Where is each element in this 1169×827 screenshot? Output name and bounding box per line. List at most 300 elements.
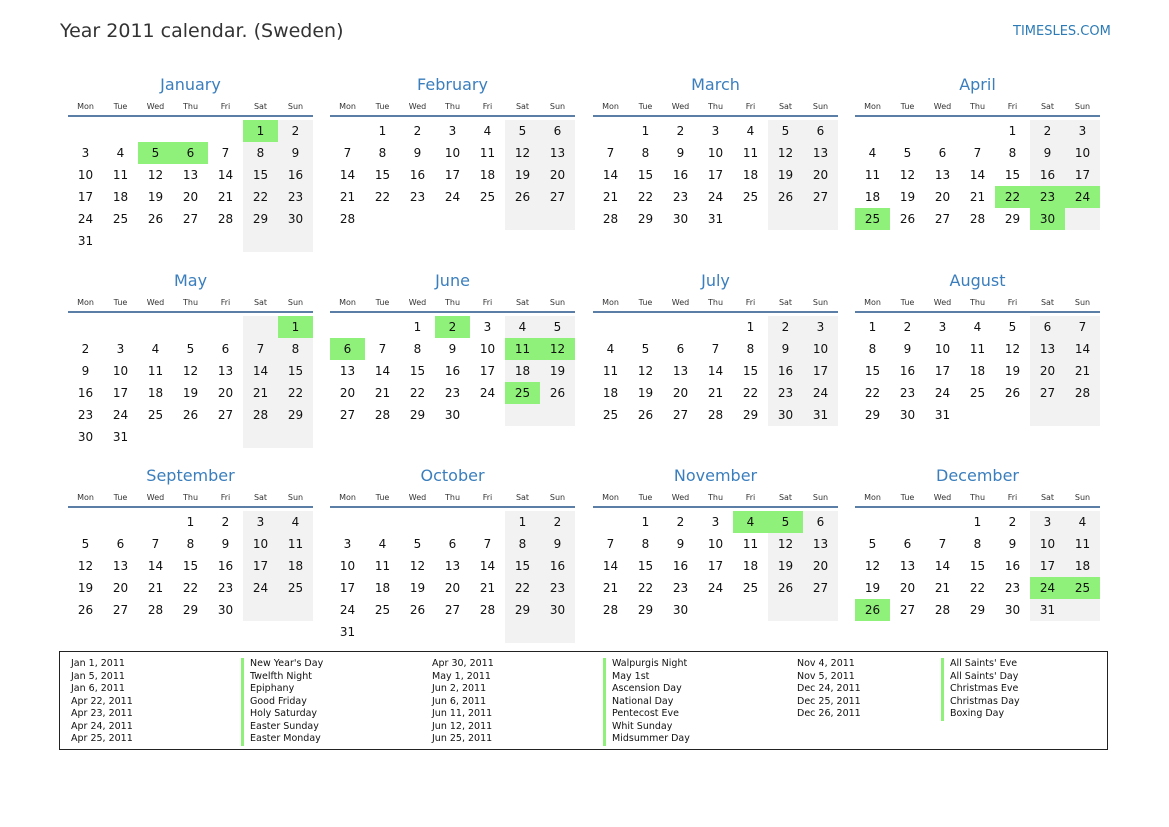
day-cell: 23 bbox=[777, 386, 794, 400]
day-cell: 10 bbox=[1074, 146, 1091, 160]
weekday-label: Tue bbox=[113, 102, 128, 111]
day-cell: 9 bbox=[1008, 537, 1017, 551]
weekday-label: Thu bbox=[444, 298, 461, 307]
day-cell: 7 bbox=[378, 342, 387, 356]
weekday-label: Thu bbox=[969, 493, 986, 502]
day-cell: 12 bbox=[182, 364, 199, 378]
day-cell: 30 bbox=[777, 408, 794, 422]
day-cell: 23 bbox=[77, 408, 94, 422]
page-title: Year 2011 calendar. (Sweden) bbox=[60, 20, 344, 42]
day-cell: 11 bbox=[147, 364, 164, 378]
weekday-label: Sat bbox=[515, 102, 530, 111]
day-cell: 13 bbox=[182, 168, 199, 182]
weekday-label: Sat bbox=[253, 493, 268, 502]
day-cell: 1 bbox=[1008, 124, 1017, 138]
weekday-label: Thu bbox=[182, 298, 199, 307]
day-cell: 7 bbox=[151, 537, 160, 551]
day-cell: 28 bbox=[339, 212, 356, 226]
weekday-label: Wed bbox=[933, 493, 952, 502]
day-cell: 12 bbox=[77, 559, 94, 573]
day-cell: 7 bbox=[973, 146, 982, 160]
day-cell: 17 bbox=[1039, 559, 1056, 573]
day-cell: 24 bbox=[934, 386, 951, 400]
month-divider bbox=[593, 311, 838, 313]
day-cell: 19 bbox=[77, 581, 94, 595]
day-cell: 18 bbox=[742, 559, 759, 573]
day-cell: 2 bbox=[553, 515, 562, 529]
weekday-header bbox=[855, 298, 1100, 310]
legend-holiday-name: Holy Saturday bbox=[241, 708, 317, 721]
day-cell: 28 bbox=[602, 212, 619, 226]
day-cell: 17 bbox=[112, 386, 129, 400]
day-cell: 15 bbox=[637, 168, 654, 182]
weekday-label: Sun bbox=[1074, 102, 1091, 111]
weekday-label: Sat bbox=[1040, 298, 1055, 307]
day-cell: 13 bbox=[812, 146, 829, 160]
weekday-label: Wed bbox=[671, 493, 690, 502]
day-cell: 30 bbox=[672, 603, 689, 617]
weekday-label: Thu bbox=[969, 102, 986, 111]
day-cell: 7 bbox=[256, 342, 265, 356]
day-cell: 17 bbox=[339, 581, 356, 595]
day-cell: 4 bbox=[378, 537, 387, 551]
weekday-label: Sun bbox=[812, 298, 829, 307]
day-cell: 27 bbox=[812, 581, 829, 595]
day-cell: 21 bbox=[147, 581, 164, 595]
weekday-label: Mon bbox=[864, 298, 881, 307]
day-cell: 27 bbox=[1039, 386, 1056, 400]
weekday-label: Sat bbox=[778, 493, 793, 502]
holiday-day-cell: 26 bbox=[855, 599, 890, 621]
weekday-label: Sat bbox=[515, 493, 530, 502]
legend-date: Nov 5, 2011 bbox=[797, 670, 855, 682]
day-cell: 23 bbox=[672, 581, 689, 595]
legend-holiday-name: Walpurgis Night bbox=[603, 658, 687, 671]
day-cell: 3 bbox=[483, 320, 492, 334]
day-cell: 4 bbox=[116, 146, 125, 160]
weekday-label: Wed bbox=[671, 102, 690, 111]
day-cell: 30 bbox=[1004, 603, 1021, 617]
day-cell: 23 bbox=[1004, 581, 1021, 595]
legend-date: Jan 1, 2011 bbox=[71, 658, 125, 669]
day-cell: 25 bbox=[742, 581, 759, 595]
day-cell: 29 bbox=[637, 212, 654, 226]
day-cell: 12 bbox=[1004, 342, 1021, 356]
day-cell: 22 bbox=[409, 386, 426, 400]
weekday-label: Tue bbox=[113, 493, 128, 502]
day-cell: 15 bbox=[287, 364, 304, 378]
day-cell: 30 bbox=[549, 603, 566, 617]
day-cell: 20 bbox=[812, 559, 829, 573]
weekday-label: Mon bbox=[339, 493, 356, 502]
day-cell: 4 bbox=[868, 146, 877, 160]
day-cell: 16 bbox=[444, 364, 461, 378]
legend-holiday-name: Twelfth Night bbox=[241, 671, 312, 684]
day-cell: 11 bbox=[742, 146, 759, 160]
day-cell: 28 bbox=[934, 603, 951, 617]
day-cell: 22 bbox=[637, 581, 654, 595]
day-cell: 1 bbox=[973, 515, 982, 529]
day-cell: 22 bbox=[864, 386, 881, 400]
month-divider bbox=[330, 115, 575, 117]
day-cell: 22 bbox=[742, 386, 759, 400]
legend-date: Dec 24, 2011 bbox=[797, 683, 861, 694]
weekday-label: Tue bbox=[375, 493, 390, 502]
day-cell: 30 bbox=[217, 603, 234, 617]
month-name: February bbox=[417, 75, 488, 94]
day-cell: 24 bbox=[339, 603, 356, 617]
day-cell: 10 bbox=[1039, 537, 1056, 551]
day-cell: 11 bbox=[602, 364, 619, 378]
day-cell: 16 bbox=[549, 559, 566, 573]
day-cell: 16 bbox=[672, 168, 689, 182]
day-cell: 27 bbox=[899, 603, 916, 617]
day-cell: 9 bbox=[676, 146, 685, 160]
day-cell: 18 bbox=[479, 168, 496, 182]
holiday-day-cell: 12 bbox=[540, 338, 575, 360]
day-cell: 17 bbox=[1074, 168, 1091, 182]
weekday-label: Wed bbox=[146, 298, 165, 307]
legend-date: Apr 25, 2011 bbox=[71, 733, 133, 744]
weekday-label: Sun bbox=[287, 102, 304, 111]
day-cell: 12 bbox=[777, 537, 794, 551]
month-name: November bbox=[673, 466, 758, 485]
legend-holiday-name: Good Friday bbox=[241, 696, 307, 709]
day-cell: 11 bbox=[374, 559, 391, 573]
day-cell: 16 bbox=[287, 168, 304, 182]
day-cell: 1 bbox=[186, 515, 195, 529]
day-cell: 6 bbox=[816, 515, 825, 529]
day-cell: 20 bbox=[549, 168, 566, 182]
day-cell: 14 bbox=[252, 364, 269, 378]
day-cell: 3 bbox=[81, 146, 90, 160]
month-name: March bbox=[691, 75, 740, 94]
day-cell: 14 bbox=[934, 559, 951, 573]
day-cell: 26 bbox=[147, 212, 164, 226]
day-cell: 10 bbox=[252, 537, 269, 551]
weekday-label: Fri bbox=[220, 493, 231, 502]
day-cell: 31 bbox=[1039, 603, 1056, 617]
day-cell: 17 bbox=[812, 364, 829, 378]
day-cell: 21 bbox=[1074, 364, 1091, 378]
weekday-header bbox=[855, 493, 1100, 505]
legend-holiday-name: Whit Sunday bbox=[603, 721, 672, 734]
day-cell: 5 bbox=[781, 124, 790, 138]
weekday-header bbox=[68, 493, 313, 505]
holiday-day-cell: 5 bbox=[138, 142, 173, 164]
holiday-day-cell: 1 bbox=[278, 316, 313, 338]
weekday-label: Wed bbox=[146, 102, 165, 111]
legend-date: Dec 25, 2011 bbox=[797, 695, 861, 707]
day-cell: 6 bbox=[938, 146, 947, 160]
day-cell: 16 bbox=[672, 559, 689, 573]
day-cell: 24 bbox=[707, 190, 724, 204]
day-cell: 20 bbox=[339, 386, 356, 400]
weekday-label: Fri bbox=[482, 298, 493, 307]
day-cell: 12 bbox=[147, 168, 164, 182]
day-cell: 22 bbox=[637, 190, 654, 204]
day-cell: 5 bbox=[81, 537, 90, 551]
weekday-label: Sun bbox=[287, 493, 304, 502]
month-name: January bbox=[160, 75, 221, 94]
day-cell: 3 bbox=[448, 124, 457, 138]
weekday-label: Tue bbox=[900, 102, 915, 111]
day-cell: 3 bbox=[1078, 124, 1087, 138]
day-cell: 29 bbox=[969, 603, 986, 617]
day-cell: 24 bbox=[812, 386, 829, 400]
weekday-label: Tue bbox=[375, 102, 390, 111]
day-cell: 20 bbox=[217, 386, 234, 400]
day-cell: 29 bbox=[1004, 212, 1021, 226]
day-cell: 29 bbox=[287, 408, 304, 422]
weekday-label: Sat bbox=[778, 298, 793, 307]
weekday-label: Fri bbox=[745, 102, 756, 111]
month-divider bbox=[855, 311, 1100, 313]
day-cell: 26 bbox=[777, 190, 794, 204]
holiday-day-cell: 4 bbox=[733, 511, 768, 533]
day-cell: 2 bbox=[221, 515, 230, 529]
weekday-header bbox=[855, 102, 1100, 114]
day-cell: 16 bbox=[899, 364, 916, 378]
weekday-label: Fri bbox=[220, 102, 231, 111]
day-cell: 16 bbox=[409, 168, 426, 182]
day-cell: 29 bbox=[742, 408, 759, 422]
day-cell: 13 bbox=[812, 537, 829, 551]
day-cell: 25 bbox=[602, 408, 619, 422]
legend-date: Jan 6, 2011 bbox=[71, 683, 125, 694]
day-cell: 31 bbox=[707, 212, 724, 226]
day-cell: 31 bbox=[339, 625, 356, 639]
day-cell: 1 bbox=[413, 320, 422, 334]
day-cell: 31 bbox=[934, 408, 951, 422]
legend-holiday-name: May 1st bbox=[603, 671, 649, 684]
day-cell: 3 bbox=[711, 124, 720, 138]
day-cell: 28 bbox=[1074, 386, 1091, 400]
holiday-day-cell: 2 bbox=[435, 316, 470, 338]
weekday-label: Wed bbox=[408, 102, 427, 111]
day-cell: 6 bbox=[448, 537, 457, 551]
day-cell: 24 bbox=[444, 190, 461, 204]
day-cell: 14 bbox=[479, 559, 496, 573]
legend-date: Nov 4, 2011 bbox=[797, 658, 855, 669]
day-cell: 7 bbox=[711, 342, 720, 356]
day-cell: 11 bbox=[742, 537, 759, 551]
day-cell: 3 bbox=[343, 537, 352, 551]
day-cell: 30 bbox=[899, 408, 916, 422]
month-divider bbox=[855, 115, 1100, 117]
legend-holiday-name: Easter Monday bbox=[241, 733, 321, 746]
weekday-header bbox=[68, 298, 313, 310]
day-cell: 14 bbox=[1074, 342, 1091, 356]
day-cell: 15 bbox=[252, 168, 269, 182]
weekday-header bbox=[593, 102, 838, 114]
day-cell: 15 bbox=[409, 364, 426, 378]
legend-holiday-name: Ascension Day bbox=[603, 683, 682, 696]
day-cell: 24 bbox=[707, 581, 724, 595]
day-cell: 8 bbox=[1008, 146, 1017, 160]
day-cell: 8 bbox=[518, 537, 527, 551]
day-cell: 10 bbox=[479, 342, 496, 356]
day-cell: 21 bbox=[602, 190, 619, 204]
day-cell: 22 bbox=[182, 581, 199, 595]
weekday-header bbox=[330, 493, 575, 505]
day-cell: 10 bbox=[707, 537, 724, 551]
legend-date: Apr 24, 2011 bbox=[71, 720, 133, 732]
weekday-label: Sat bbox=[778, 102, 793, 111]
day-cell: 26 bbox=[899, 212, 916, 226]
day-cell: 21 bbox=[374, 386, 391, 400]
day-cell: 10 bbox=[444, 146, 461, 160]
weekday-label: Mon bbox=[77, 298, 94, 307]
holiday-day-cell: 25 bbox=[855, 208, 890, 230]
weekday-label: Sat bbox=[515, 298, 530, 307]
holiday-day-cell: 1 bbox=[243, 120, 278, 142]
weekday-label: Fri bbox=[745, 493, 756, 502]
legend-date: Dec 26, 2011 bbox=[797, 708, 861, 719]
month-name: April bbox=[959, 75, 996, 94]
weekday-label: Thu bbox=[707, 102, 724, 111]
day-cell: 28 bbox=[969, 212, 986, 226]
day-cell: 4 bbox=[151, 342, 160, 356]
day-cell: 9 bbox=[81, 364, 90, 378]
day-cell: 9 bbox=[553, 537, 562, 551]
day-cell: 11 bbox=[112, 168, 129, 182]
day-cell: 29 bbox=[409, 408, 426, 422]
day-cell: 13 bbox=[339, 364, 356, 378]
day-cell: 24 bbox=[77, 212, 94, 226]
day-cell: 1 bbox=[641, 515, 650, 529]
weekday-header bbox=[593, 298, 838, 310]
day-cell: 26 bbox=[514, 190, 531, 204]
legend-date: Apr 23, 2011 bbox=[71, 708, 133, 719]
day-cell: 3 bbox=[116, 342, 125, 356]
weekday-label: Sun bbox=[812, 493, 829, 502]
day-cell: 9 bbox=[676, 537, 685, 551]
day-cell: 13 bbox=[672, 364, 689, 378]
day-cell: 27 bbox=[339, 408, 356, 422]
day-cell: 2 bbox=[1008, 515, 1017, 529]
holiday-day-cell: 6 bbox=[173, 142, 208, 164]
day-cell: 2 bbox=[903, 320, 912, 334]
legend-holiday-name: Pentecost Eve bbox=[603, 708, 679, 721]
day-cell: 22 bbox=[514, 581, 531, 595]
weekday-label: Wed bbox=[933, 298, 952, 307]
weekday-label: Thu bbox=[182, 493, 199, 502]
weekday-label: Tue bbox=[638, 102, 653, 111]
day-cell: 2 bbox=[676, 124, 685, 138]
weekday-label: Fri bbox=[745, 298, 756, 307]
weekday-label: Thu bbox=[444, 102, 461, 111]
day-cell: 17 bbox=[479, 364, 496, 378]
day-cell: 9 bbox=[1043, 146, 1052, 160]
weekday-label: Sun bbox=[549, 102, 566, 111]
day-cell: 31 bbox=[112, 430, 129, 444]
holiday-day-cell: 30 bbox=[1030, 208, 1065, 230]
brand-link[interactable]: TIMESLES.COM bbox=[1013, 24, 1111, 39]
day-cell: 15 bbox=[969, 559, 986, 573]
day-cell: 7 bbox=[343, 146, 352, 160]
legend-date: Jun 11, 2011 bbox=[432, 708, 493, 719]
day-cell: 6 bbox=[553, 124, 562, 138]
day-cell: 11 bbox=[864, 168, 881, 182]
day-cell: 18 bbox=[514, 364, 531, 378]
weekday-label: Mon bbox=[77, 493, 94, 502]
day-cell: 16 bbox=[777, 364, 794, 378]
legend-holiday-name: Midsummer Day bbox=[603, 733, 690, 746]
day-cell: 7 bbox=[606, 537, 615, 551]
day-cell: 23 bbox=[549, 581, 566, 595]
day-cell: 16 bbox=[77, 386, 94, 400]
day-cell: 10 bbox=[339, 559, 356, 573]
holiday-day-cell: 25 bbox=[1065, 577, 1100, 599]
day-cell: 19 bbox=[1004, 364, 1021, 378]
weekday-label: Wed bbox=[408, 298, 427, 307]
day-cell: 11 bbox=[287, 537, 304, 551]
weekday-label: Mon bbox=[864, 493, 881, 502]
day-cell: 10 bbox=[707, 146, 724, 160]
day-cell: 14 bbox=[969, 168, 986, 182]
legend-date: Apr 30, 2011 bbox=[432, 658, 494, 669]
day-cell: 28 bbox=[707, 408, 724, 422]
day-cell: 16 bbox=[217, 559, 234, 573]
day-cell: 25 bbox=[147, 408, 164, 422]
day-cell: 21 bbox=[934, 581, 951, 595]
day-cell: 8 bbox=[291, 342, 300, 356]
day-cell: 14 bbox=[217, 168, 234, 182]
day-cell: 9 bbox=[781, 342, 790, 356]
day-cell: 25 bbox=[742, 190, 759, 204]
day-cell: 13 bbox=[549, 146, 566, 160]
day-cell: 8 bbox=[868, 342, 877, 356]
day-cell: 4 bbox=[518, 320, 527, 334]
month-divider bbox=[593, 115, 838, 117]
weekday-label: Fri bbox=[482, 102, 493, 111]
weekday-label: Thu bbox=[707, 298, 724, 307]
month-divider bbox=[330, 311, 575, 313]
day-cell: 25 bbox=[969, 386, 986, 400]
day-cell: 18 bbox=[112, 190, 129, 204]
day-cell: 27 bbox=[549, 190, 566, 204]
month-divider bbox=[593, 506, 838, 508]
day-cell: 5 bbox=[518, 124, 527, 138]
weekday-label: Sat bbox=[253, 298, 268, 307]
holiday-day-cell: 24 bbox=[1065, 186, 1100, 208]
day-cell: 28 bbox=[147, 603, 164, 617]
day-cell: 20 bbox=[112, 581, 129, 595]
day-cell: 26 bbox=[77, 603, 94, 617]
day-cell: 19 bbox=[549, 364, 566, 378]
day-cell: 9 bbox=[448, 342, 457, 356]
weekday-label: Fri bbox=[1007, 493, 1018, 502]
day-cell: 5 bbox=[1008, 320, 1017, 334]
weekday-label: Wed bbox=[408, 493, 427, 502]
month-name: July bbox=[701, 271, 730, 290]
legend-date: Jun 25, 2011 bbox=[432, 733, 493, 744]
day-cell: 25 bbox=[374, 603, 391, 617]
day-cell: 13 bbox=[444, 559, 461, 573]
day-cell: 23 bbox=[899, 386, 916, 400]
legend-holiday-name: Christmas Day bbox=[941, 696, 1020, 709]
day-cell: 10 bbox=[77, 168, 94, 182]
day-cell: 30 bbox=[287, 212, 304, 226]
holiday-day-cell: 24 bbox=[1030, 577, 1065, 599]
weekday-label: Mon bbox=[602, 102, 619, 111]
day-cell: 2 bbox=[291, 124, 300, 138]
weekday-label: Sun bbox=[1074, 493, 1091, 502]
day-cell: 15 bbox=[374, 168, 391, 182]
day-cell: 18 bbox=[742, 168, 759, 182]
day-cell: 3 bbox=[938, 320, 947, 334]
